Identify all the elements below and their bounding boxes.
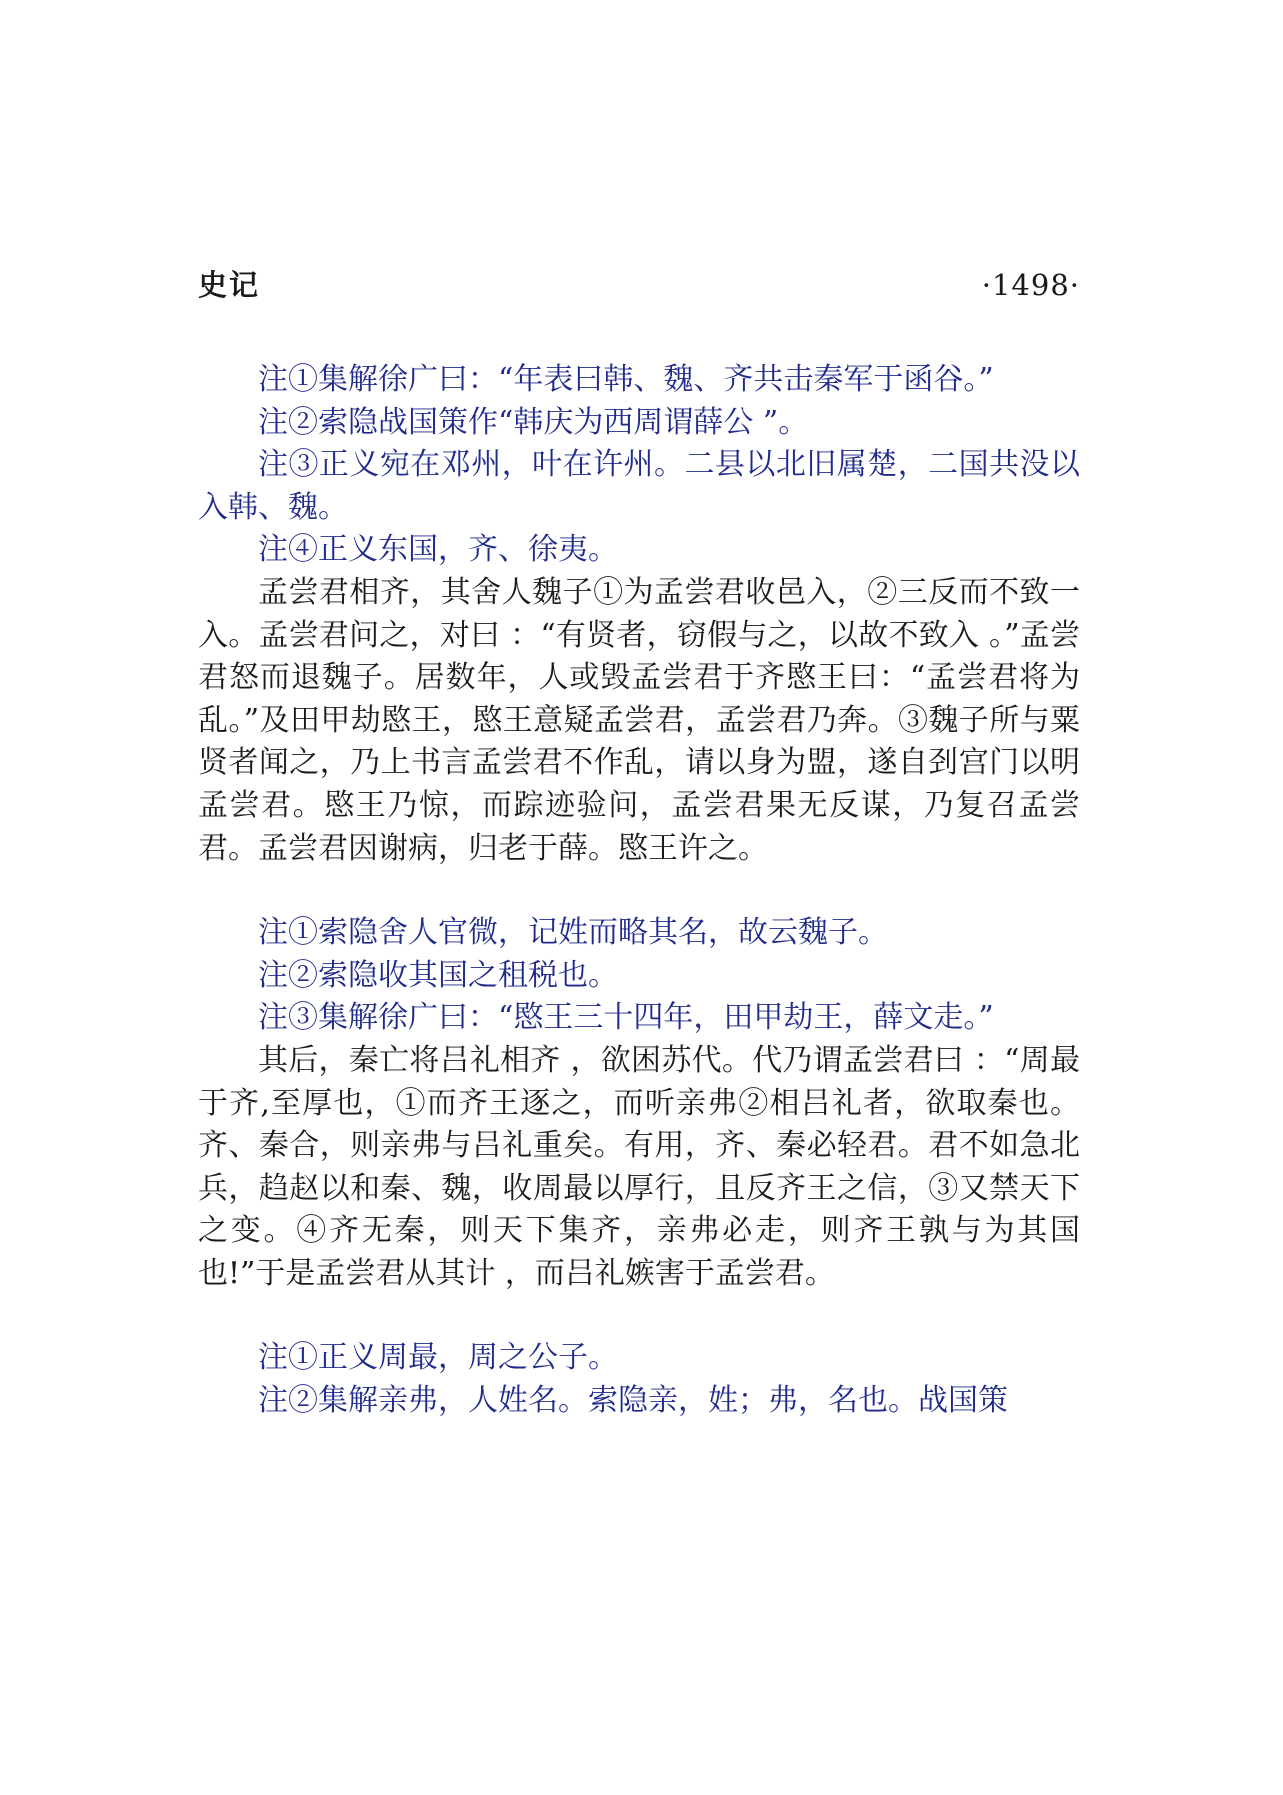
annotation-note: 注①索隐舍人官微，记姓而略其名，故云魏子。 xyxy=(258,915,888,951)
main-text-paragraph: 孟尝君相齐，其舍人魏子①为孟尝君收邑入，②三反而不致一入。孟尝君问之，对曰 ：“有贤者，窃假与之，以故不致入 。”孟尝君怒而退魏子。居数年，人或毁孟尝君于齐愍王曰：“孟尝君将为乱。”及田甲劫愍王，愍王意疑孟尝君，孟尝君乃奔。③魏子所与粟贤者闻之，乃上书言孟尝君不作乱，请以身为盟，遂自刭宫门以明孟尝君。愍王乃惊，而踪迹验问，孟尝君果无反谋，乃复召孟尝君。孟尝君因谢病，归老于薛。愍王许之。 xyxy=(198,574,1080,866)
main-text-paragraph: 其后，秦亡将吕礼相齐 ，欲困苏代。代乃谓孟尝君曰 ：“周最于齐,至厚也，①而齐王逐之，而听亲弗②相吕礼者，欲取秦也。齐、秦合，则亲弗与吕礼重矣。有用，齐、秦必轻君。君不如急北兵，趋赵以和秦、魏，收周最以厚行，且反齐王之信，③又禁天下之变。④齐无秦，则天下集齐，亲弗必走，则齐王孰与为其国也!”于是孟尝君从其计 ，而吕礼嫉害于孟尝君。 xyxy=(198,1042,1080,1291)
annotation-note: 注④正义东国，齐、徐夷。 xyxy=(258,532,618,568)
paragraph-gap xyxy=(198,870,1080,912)
annotation-note: 注②集解亲弗，人姓名。索隐亲，姓；弗，名也。战国策 xyxy=(258,1383,1008,1419)
book-page xyxy=(198,265,1080,1423)
annotation-note: 注②索隐战国策作“韩庆为西周谓薛公 ”。 xyxy=(258,404,809,440)
annotation-note: 注①正义周最，周之公子。 xyxy=(258,1340,618,1376)
page-body xyxy=(198,359,1080,1423)
running-header xyxy=(198,265,1080,305)
annotation-note: 注①集解徐广曰：“年表曰韩、魏、齐共击秦军于函谷。” xyxy=(258,362,994,397)
annotation-note: 注③集解徐广曰：“愍王三十四年，田甲劫王，薛文走。” xyxy=(258,1000,994,1036)
paragraph-gap xyxy=(198,1295,1080,1337)
annotation-note: 注③正义宛在邓州，叶在许州。二县以北旧属楚，二国共没以入韩、魏。 xyxy=(198,447,1080,525)
page-number: ·1498· xyxy=(981,268,1080,302)
book-title: 史记 xyxy=(198,268,261,302)
annotation-note: 注②索隐收其国之租税也。 xyxy=(258,957,618,993)
